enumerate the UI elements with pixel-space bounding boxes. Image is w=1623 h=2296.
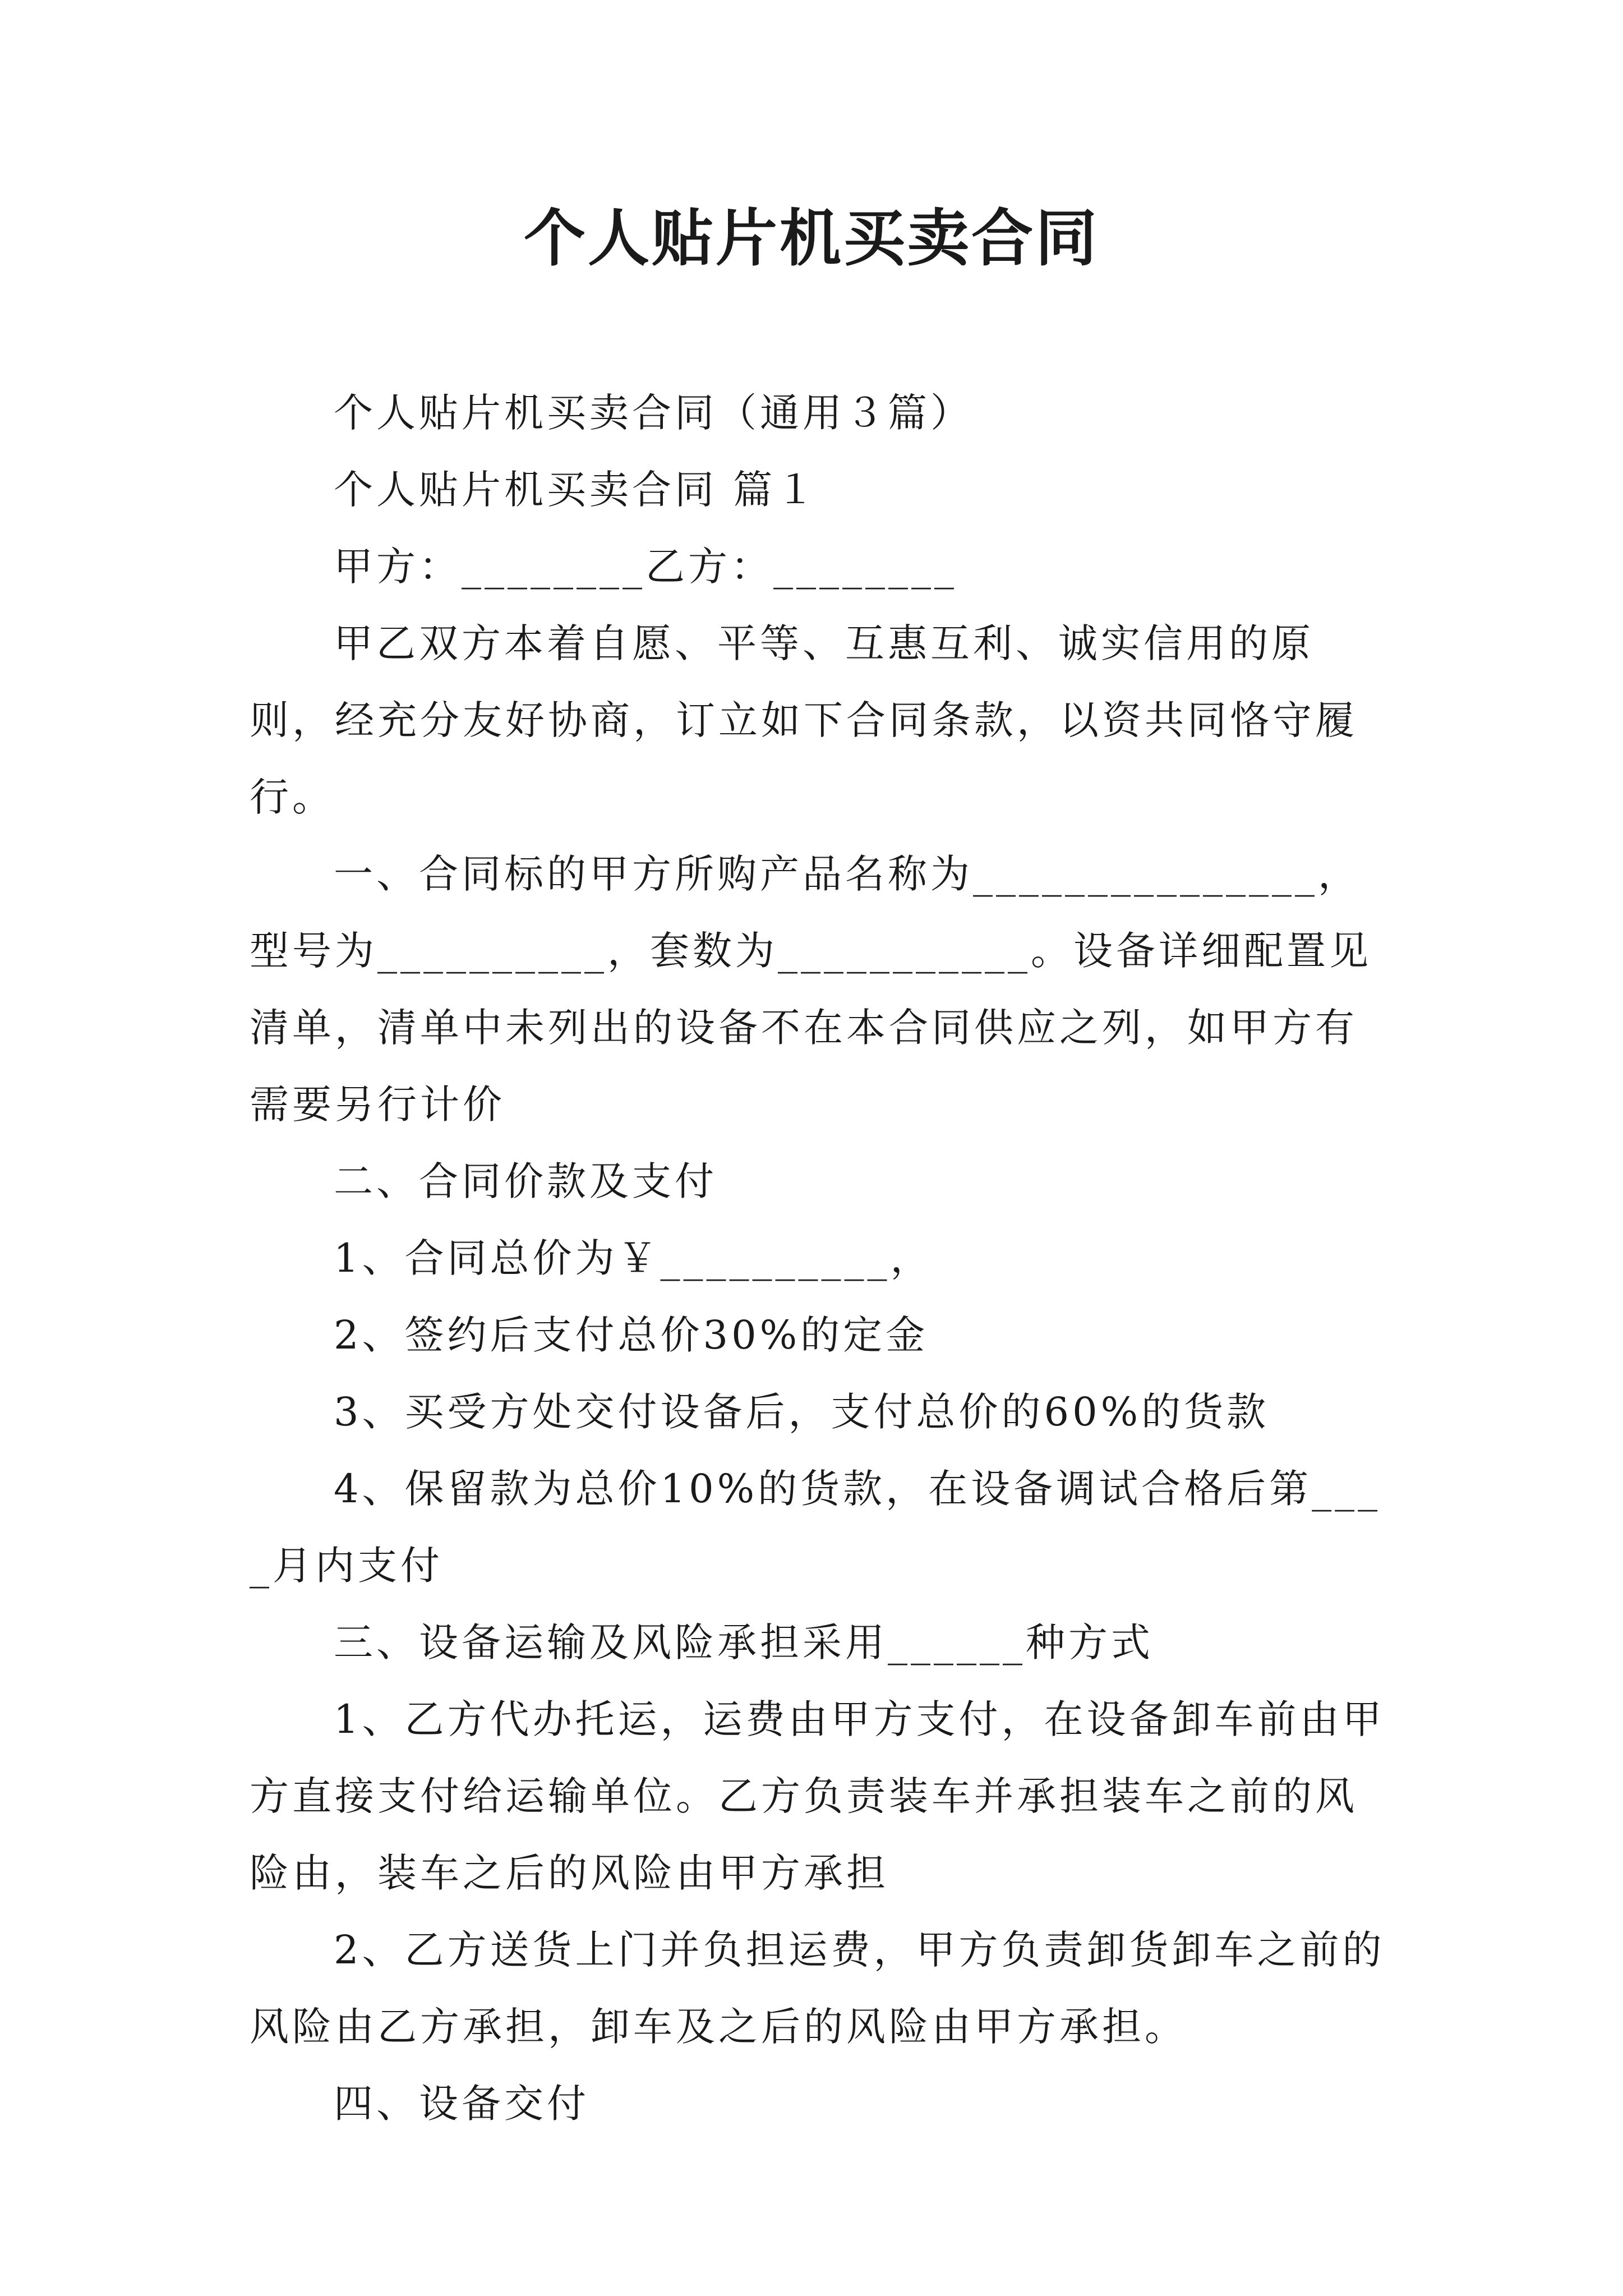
paragraph-preamble: 甲乙双方本着自愿、平等、互惠互利、诚实信用的原则，经充分友好协商，订立如下合同条款，以资共同恪守履行。 [250, 620, 1358, 820]
document-body [250, 375, 1388, 2142]
paragraph-clause-3-heading: 三、设备运输及风险承担采用______种方式 [334, 1619, 1154, 1665]
paragraph-clause-3-item-2: 2、乙方送货上门并负担运费，甲方负责卸货卸车之前的风险由乙方承担，卸车及之后的风险由甲方承担。 [250, 1927, 1385, 2050]
paragraph-clause-4-heading: 四、设备交付 [334, 2081, 589, 2127]
paragraph-clause-2-heading: 二、合同价款及支付 [334, 1158, 717, 1204]
paragraph-clause-2-item-4: 4、保留款为总价10%的货款，在设备调试合格后第____月内支付 [250, 1466, 1381, 1589]
paragraph-part-heading: 个人贴片机买卖合同 篇１ [334, 467, 819, 513]
paragraph-parties: 甲方：________乙方：________ [334, 544, 957, 590]
document-title: 个人贴片机买卖合同 [524, 202, 1099, 274]
paragraph-clause-1: 一、合同标的甲方所购产品名称为_______________，型号为__________，套数为___________。设备详细配置见清单，清单中未列出的设备不在本合同供应之列，如甲方有需要另行计价 [250, 851, 1372, 1128]
paragraph-clause-2-item-2: 2、签约后支付总价30%的定金 [334, 1312, 929, 1358]
paragraph-clause-2-item-1: 1、合同总价为￥__________， [334, 1235, 933, 1281]
paragraph-clause-2-item-3: 3、买受方处交付设备后，支付总价的60%的货款 [334, 1389, 1270, 1435]
paragraph-series-title: 个人贴片机买卖合同（通用３篇） [334, 390, 973, 436]
paragraph-clause-3-item-1: 1、乙方代办托运，运费由甲方支付，在设备卸车前由甲方直接支付给运输单位。乙方负责装车并承担装车之前的风险由，装车之后的风险由甲方承担 [250, 1696, 1385, 1896]
